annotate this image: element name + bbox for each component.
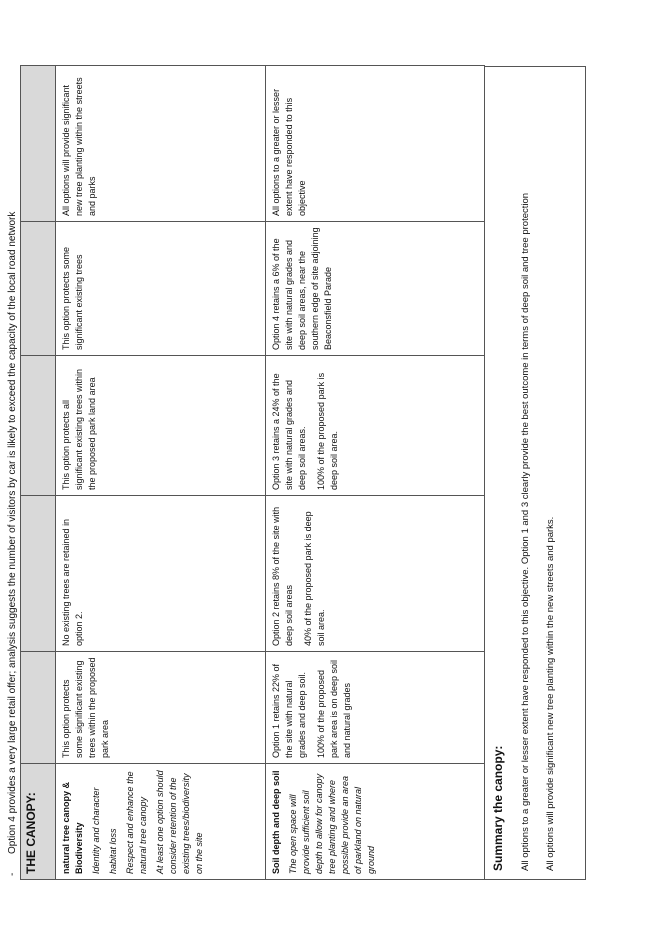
section-title: THE CANOPY: [21,764,56,880]
option4-cell [266,222,485,356]
cell-text: 100% of the proposed park area is on deep soil and natural grades [316,659,352,758]
summary-box [485,66,586,880]
header-cell [21,652,56,764]
option2-cell [56,496,266,652]
criterion-cell [56,764,266,880]
summary-line: All options will provide significant new tree planting within the new streets and parks. [545,516,556,871]
criterion-item: Identity and character [91,787,101,874]
cell-text: 40% of the proposed park is deep soil area. [303,511,326,646]
option1-cell [56,652,266,764]
option1-cell [266,652,485,764]
note-text: Option 4 provides a very large retail offer; analysis suggests the number of visitors by car is likely to exceed the capacity of the local road network [7,211,18,854]
cell-text: Option 2 retains 8% of the site with deep soil areas [271,506,294,646]
cell-text: Option 1 retains 22% of the site with natural grades and deep soil. [271,663,307,758]
cell-text: This option protects some significant existing trees within the proposed park area [61,657,110,758]
table-row [266,66,485,880]
comment-cell [56,66,266,222]
header-cell [21,356,56,496]
cell-text: No existing trees are retained in option 2. [61,518,84,646]
note-line [6,56,20,876]
criterion-item: habitat loss [108,828,118,874]
option4-cell [56,222,266,356]
cell-text: This option protects all significant existing trees within the proposed park land area [61,368,97,490]
comment-cell [266,66,485,222]
cell-text: 100% of the proposed park is deep soil area. [316,372,339,490]
criterion-cell [266,764,485,880]
criterion-item: Respect and enhance the natural tree canopy [125,771,148,874]
option3-cell [56,356,266,496]
criterion-item: The open space will provide sufficient soil depth to allow for canopy tree planting and where possible provide an area of parkland on natural ground [288,773,376,874]
option3-cell [266,356,485,496]
cell-text: This option protects some significant existing trees [61,246,84,350]
summary-line: All options to a greater or lesser extent have responded to this objective. Option 1 and 3 clearly provide the best outcome in terms of deep soil and tree protection [520,192,531,871]
cell-text: All options to a greater or lesser extent have responded to this objective [271,88,307,216]
cell-text: All options will provide significant new tree planting within the streets and parks [61,77,97,216]
criterion-item: At least one option should consider retention of the existing trees/biodiversity on the site [155,770,204,874]
bullet-marker: - [7,872,18,876]
header-row [21,66,56,880]
cell-text: Option 4 retains a 6% of the site with natural grades and deep soil areas, near the southern edge of site adjoining Beaconsfield Parade [271,227,333,350]
header-cell [21,66,56,222]
criterion-title: Soil depth and deep soil [271,770,281,874]
header-cell [21,222,56,356]
summary-title: Summary the canopy: [491,745,505,871]
criterion-title: natural tree canopy & Biodiversity [61,781,84,874]
option2-cell [266,496,485,652]
table-row [56,66,266,880]
header-cell [21,496,56,652]
cell-text: Option 3 retains a 24% of the site with natural grades and deep soil areas. [271,373,307,490]
assessment-table [20,65,485,880]
